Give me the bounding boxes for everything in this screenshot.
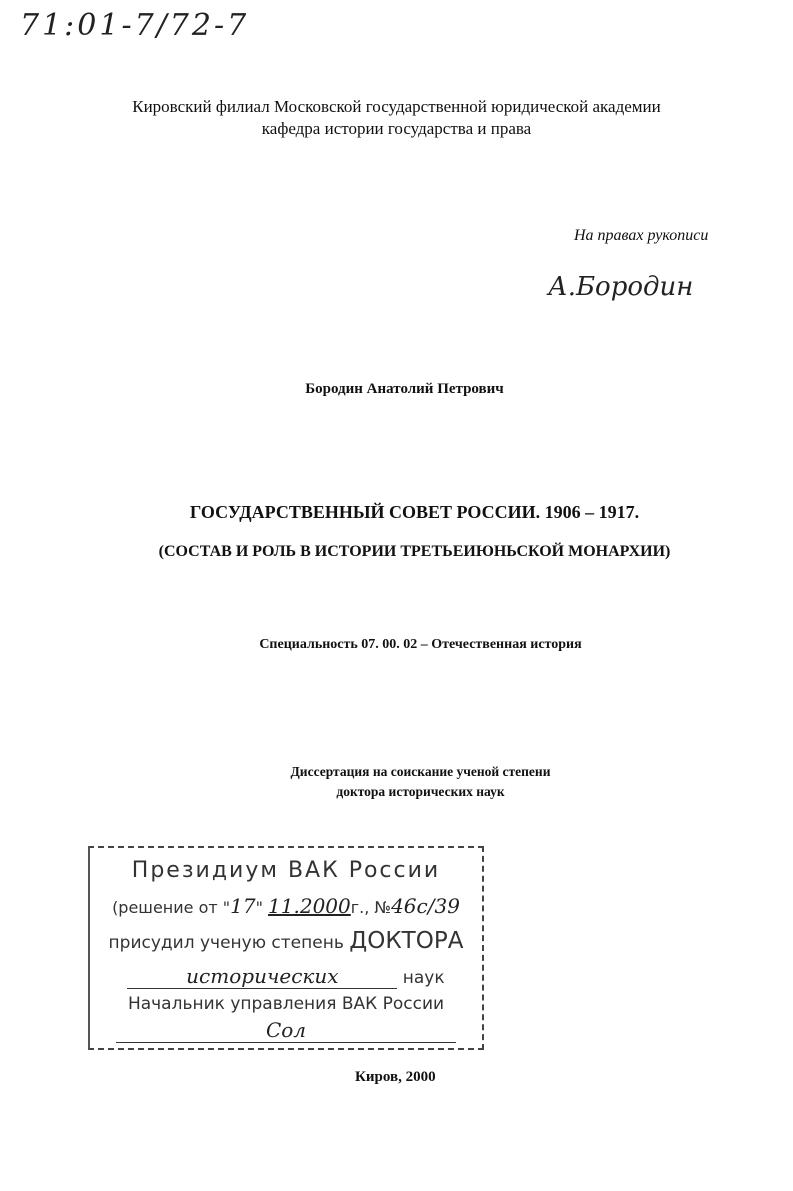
author-signature: А.Бородин <box>548 272 694 302</box>
decision-mid: " <box>255 898 269 917</box>
stamp-degree-line <box>90 928 482 954</box>
archive-mark: 71:01-7/72-7 <box>20 8 250 43</box>
degree-prefix: присудил ученую степень <box>108 933 350 953</box>
stamp-decision <box>90 894 482 918</box>
institution: Кировский филиал Московской государственной юридической академии <box>132 97 661 116</box>
department: кафедра истории государства и права <box>261 119 532 138</box>
degree-line2: доктора исторических наук <box>336 784 505 799</box>
decision-day: 17 <box>230 894 256 918</box>
stamp-field-line <box>90 964 482 989</box>
stamp-head: Начальник управления ВАК России <box>127 994 445 1014</box>
decision-prefix: (решение от " <box>112 898 231 917</box>
author-name: Бородин Анатолий Петрович <box>305 381 504 397</box>
manuscript-rights: На правах рукописи <box>574 227 709 244</box>
stamp-title: Президиум ВАК России <box>131 858 441 883</box>
degree-line1: Диссертация на соискание ученой степени <box>290 764 551 779</box>
vak-stamp <box>88 846 484 1050</box>
stamp-signature-line <box>90 1018 482 1043</box>
field-handwritten: исторических <box>127 964 397 989</box>
title: ГОСУДАРСТВЕННЫЙ СОВЕТ РОССИИ. 1906 – 1917. <box>189 502 640 522</box>
decision-number: 46с/39 <box>391 894 460 918</box>
stamp-signature: Сол <box>116 1018 456 1043</box>
subtitle: (СОСТАВ И РОЛЬ В ИСТОРИИ ТРЕТЬЕИЮНЬСКОЙ МОНАРХИИ) <box>158 543 671 560</box>
specialty: Специальность 07. 00. 02 – Отечественная история <box>259 637 582 652</box>
place-year: Киров, 2000 <box>355 1069 436 1085</box>
decision-date: 11.2000 <box>268 894 351 918</box>
degree-word: ДОКТОРА <box>349 928 464 954</box>
field-suffix: наук <box>402 968 445 988</box>
decision-year-suffix: г., № <box>350 898 392 917</box>
